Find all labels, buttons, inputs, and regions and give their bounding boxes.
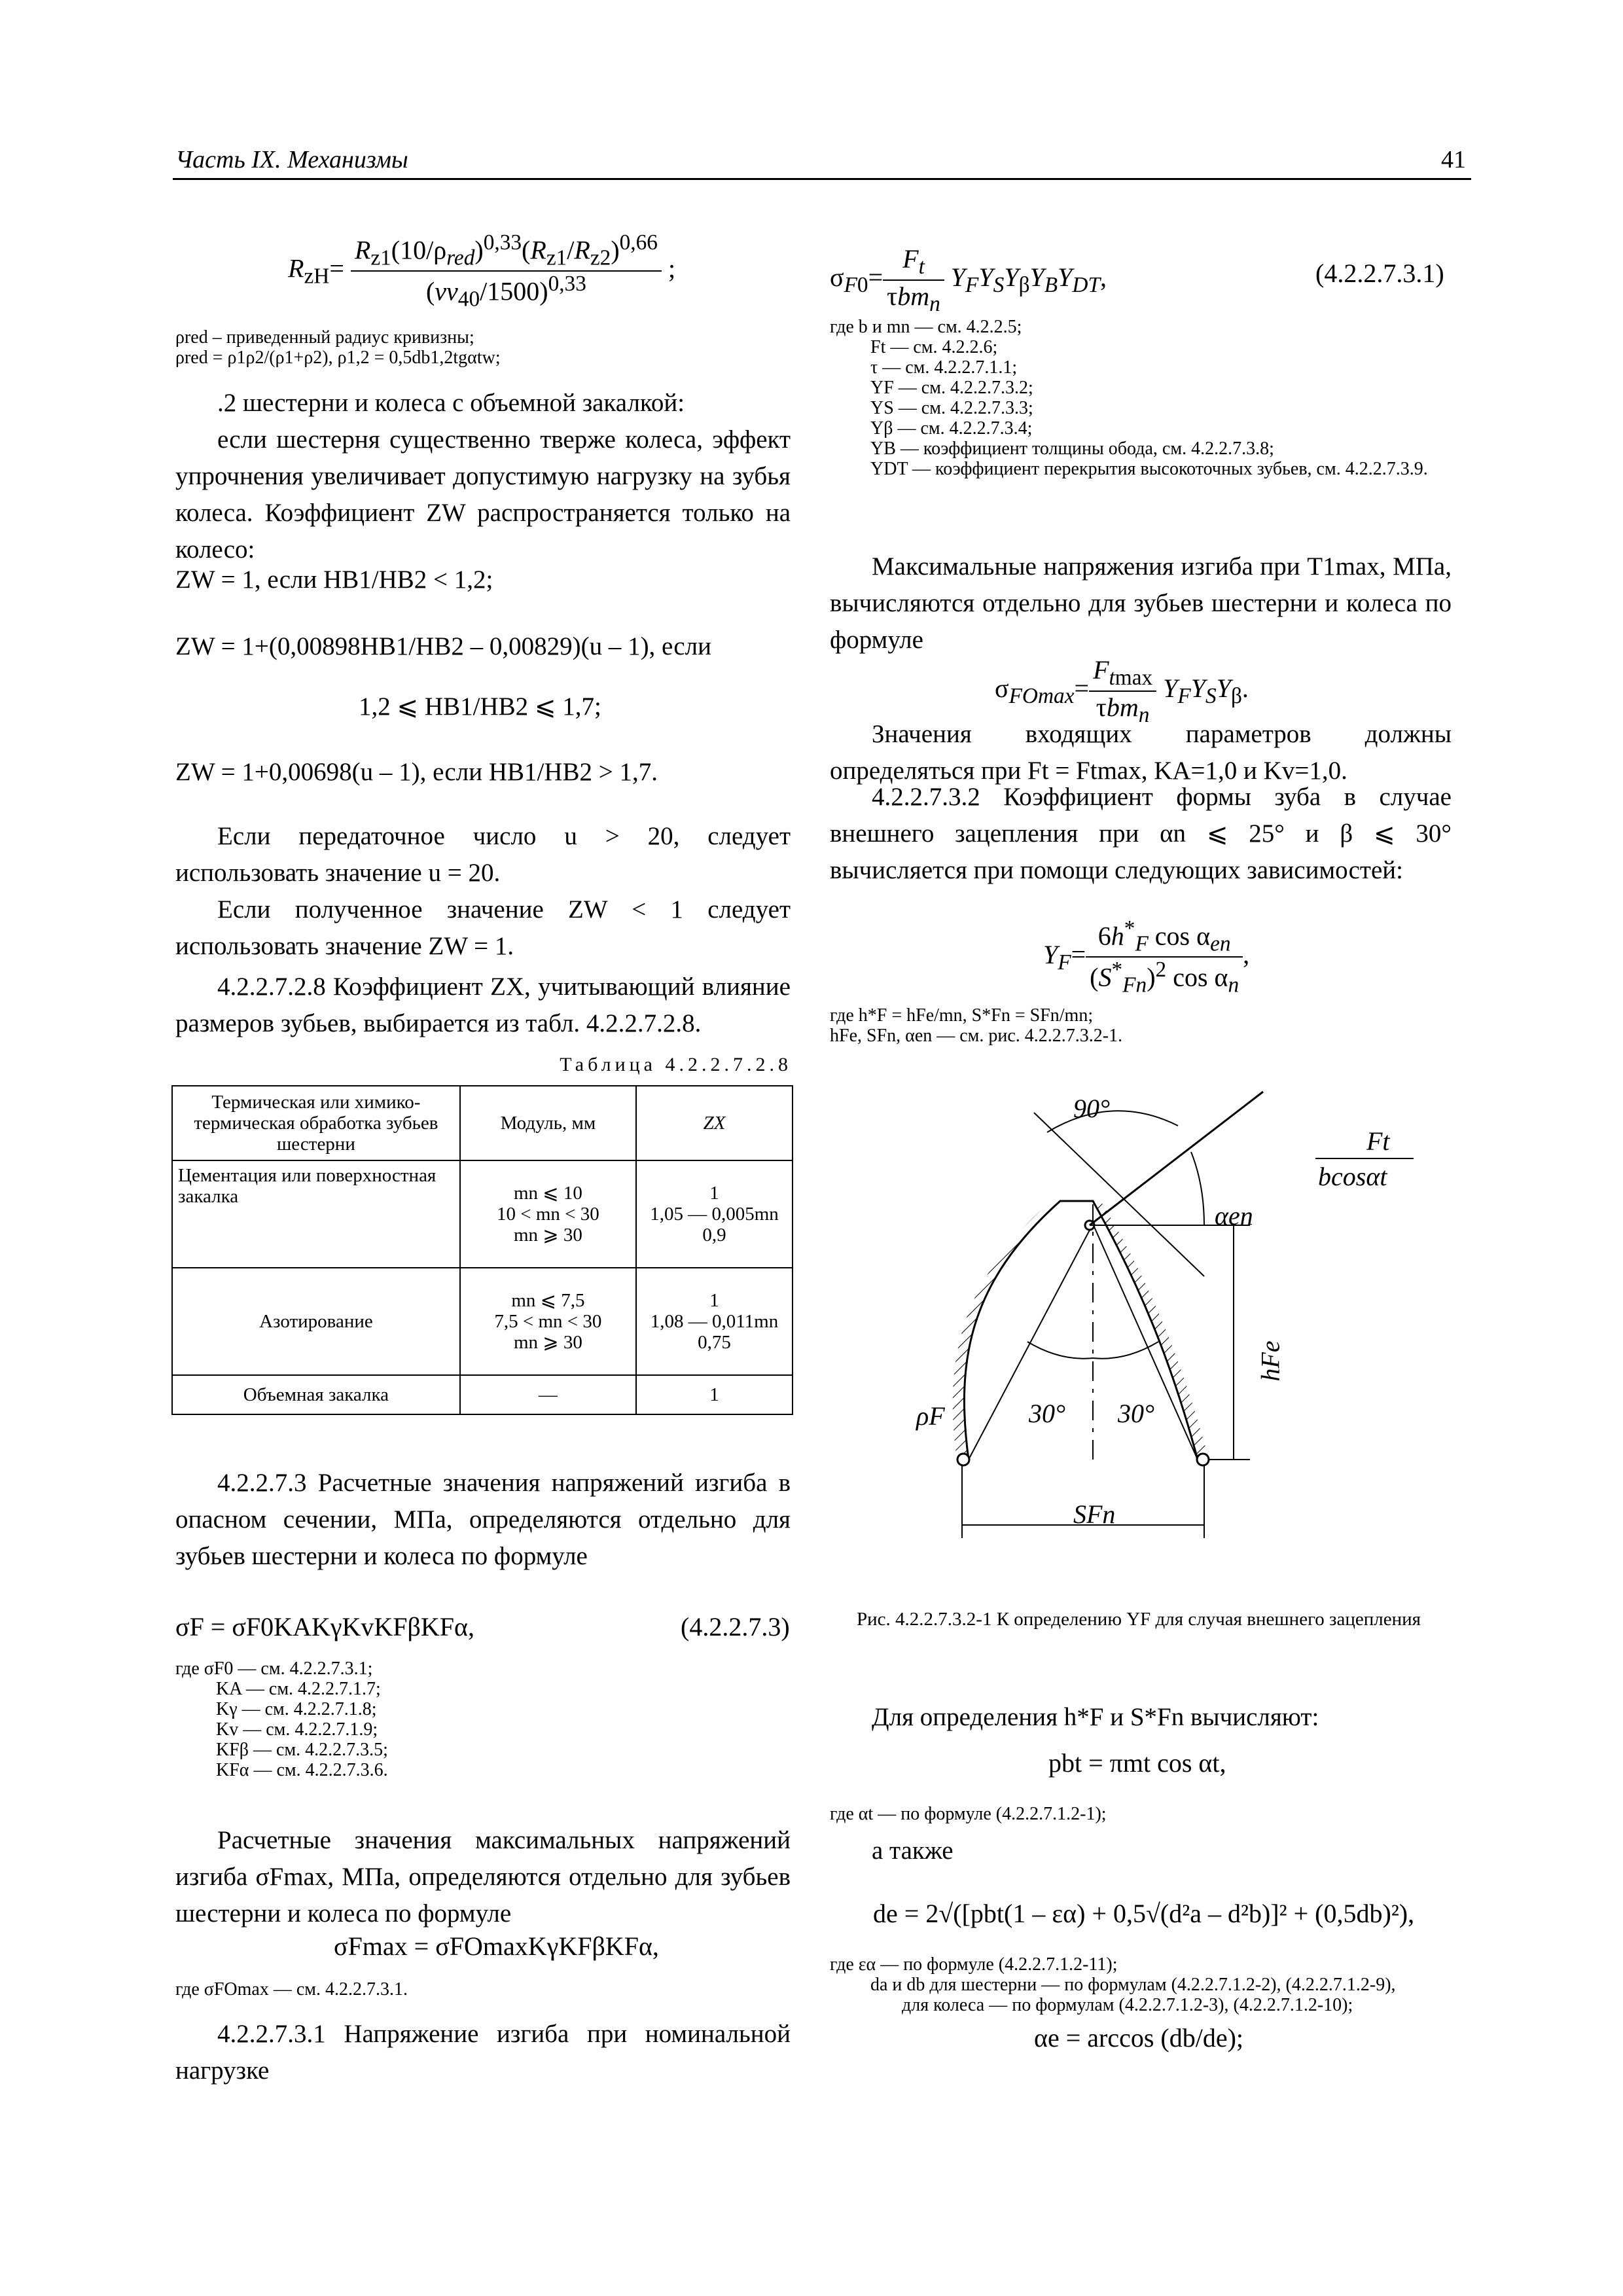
table-row [172,1375,793,1414]
definition-line: Kv — см. 4.2.2.7.1.9; [216,1719,378,1740]
sigma-f0-definitions [830,317,1452,479]
formula-sigma-f0-number: (4.2.2.7.3.1) [1315,259,1444,288]
definition-line: где h*F = hFe/mn, S*Fn = SFn/mn; [830,1005,1094,1026]
table-row [172,1160,793,1268]
sigma-fmax-definition: где σFOmax — см. 4.2.2.7.3.1. [175,1979,408,2000]
figure-label-aen: αen [1215,1201,1253,1230]
paragraph-u [175,818,791,965]
table-cell-module: 10 < mn < 30 [497,1204,599,1225]
table-cell-zx [636,1268,793,1375]
table-header-treatment: Термическая или химико-термическая обработка зубьев шестерни [172,1086,460,1160]
definition-line: где b и mn — см. 4.2.2.5; [830,317,1022,337]
definition-line: YDT — коэффициент перекрытия высокоточных зубьев, см. 4.2.2.7.3.9. [870,459,1428,479]
rho-definitions [175,327,791,368]
table-header-module: Модуль, мм [460,1086,636,1160]
paragraph-4-2-2-7-3: 4.2.2.7.3 Расчетные значения напряжений изгиба в опасном сечении, МПа, определяются отдельно для зубьев шестерни и колеса по формуле [175,1469,791,1570]
definition-line: KFα — см. 4.2.2.7.3.6. [216,1760,388,1780]
table-cell-modules [460,1268,636,1375]
table-cell-module: — [460,1375,636,1414]
definition-line: τ — см. 4.2.2.7.1.1; [870,357,1018,378]
table-cell-treatment: Цементация или поверхностная закалка [172,1160,460,1268]
table-header-row [172,1086,793,1160]
paragraph-u-1: Если передаточное число u > 20, следует использовать значение u = 20. [175,822,791,887]
sigma-f-definitions [175,1659,633,1780]
zw-formula-2b: 1,2 ⩽ HB1/HB2 ⩽ 1,7; [359,692,601,721]
formula-yf: $Y_F=$ $\frac{6h^*_F \cos \alpha_{en}}{(S^*_{Fn})^2 \cos \alpha_n}$ , [1043,916,1250,997]
zw-formula-2: ZW = 1+(0,00898HB1/HB2 – 0,00829)(u – 1), если [175,632,711,660]
table-cell-module: mn ⩽ 7,5 [511,1290,585,1311]
table-row [172,1268,793,1375]
paragraph-4-2-2-7-2-8: 4.2.2.7.2.8 Коэффициент ZX, учитывающий влияние размеров зубьев, выбирается из табл. 4.2.2.7.2.8. [175,973,791,1037]
item2-text: если шестерня существенно тверже колеса, эффект упрочнения увеличивает допустимую нагрузку на зубья колеса. Коэффициент ZW распространяется только на колесо: [175,425,791,564]
table-label: Таблица 4.2.2.7.2.8 [560,1054,792,1075]
paragraph-max-stress: Расчетные значения максимальных напряжений изгиба σFmax, МПа, определяются отдельно для зубьев шестерни и колеса по формуле [175,1826,791,1928]
definition-line: YF — см. 4.2.2.7.3.2; [870,378,1033,398]
figure-label-hfe: hFe [1255,1340,1285,1382]
paragraph-also: а также [872,1837,954,1865]
table-cell-zx-value: 0,75 [698,1332,731,1353]
figure-label-90: 90° [1073,1094,1110,1123]
formula-sigma-f: σF = σF0KAKγKvKFβKFα, [175,1612,474,1641]
table-cell-zx-value: 1,08 — 0,011mn [650,1311,779,1332]
paragraph-max-t1: Максимальные напряжения изгиба при T1max, МПа, вычисляются отдельно для зубьев шестерни и колеса по формуле [830,552,1452,654]
definition-line: KFβ — см. 4.2.2.7.3.5; [216,1740,388,1760]
definition-line: YS — см. 4.2.2.7.3.3; [870,398,1033,418]
figure-caption: Рис. 4.2.2.7.3.2-1 К определению YF для случая внешнего зацепления [857,1609,1421,1630]
page-header-title: Часть IX. Механизмы [175,146,408,173]
definition-line: где εα — по формуле (4.2.2.7.1.2-11); [830,1954,1118,1975]
tooth-diagram [864,1086,1453,1558]
item2-block [175,385,791,568]
definition-line: где σF0 — см. 4.2.2.7.3.1; [175,1659,373,1679]
pbt-definition: где αt — по формуле (4.2.2.7.1.2-1); [830,1804,1107,1824]
paragraph-u-2: Если полученное значение ZW < 1 следует использовать значение ZW = 1. [175,895,791,960]
definition-line: hFe, SFn, αen — см. рис. 4.2.2.7.3.2-1. [830,1026,1123,1046]
definition-line: Kγ — см. 4.2.2.7.1.8; [216,1699,377,1719]
table-cell-module: mn ⩾ 30 [513,1332,582,1353]
definition-line: KA — см. 4.2.2.7.1.7; [216,1679,381,1699]
table-cell-modules [460,1160,636,1268]
definition-line: для колеса — по формулам (4.2.2.7.1.2-3), (4.2.2.7.1.2-10); [902,1995,1353,2015]
table-header-zx: ZX [636,1086,793,1160]
table-cell-treatment: Объемная закалка [172,1375,460,1414]
definition-line: Ft — см. 4.2.2.6; [870,337,998,357]
zw-formula-1: ZW = 1, если HB1/HB2 < 1,2; [175,565,493,594]
formula-sigma-f-number: (4.2.2.7.3) [681,1612,790,1641]
figure-label-sfn: SFn [1073,1499,1116,1529]
table-cell-zx-value: 1,05 — 0,005mn [650,1204,779,1225]
definition-line: YB — коэффициент толщины обода, см. 4.2.2.7.3.8; [870,439,1274,459]
paragraph-4-2-2-7-3-2: 4.2.2.7.3.2 Коэффициент формы зуба в случае внешнего зацепления при αn ⩽ 25° и β ⩽ 30° вычисляется при помощи следующих зависимостей: [830,783,1452,884]
page-number: 41 [1441,146,1466,173]
zw-formula-3: ZW = 1+0,00698(u – 1), если HB1/HB2 > 1,7. [175,758,658,786]
zx-table [171,1085,793,1415]
rho-def-1: ρred – приведенный радиус кривизны; [175,327,474,348]
paragraph-4-2-2-7-3-1: 4.2.2.7.3.1 Напряжение изгиба при номинальной нагрузке [175,2020,791,2085]
figure-label-force-num: Ft [1366,1126,1390,1156]
table-cell-zx-value: 1 [636,1375,793,1414]
item2-title: .2 шестерни и колеса с объемной закалкой: [217,389,685,417]
table-cell-zx-value: 0,9 [702,1225,726,1246]
de-definitions [830,1954,1458,2015]
table-cell-treatment: Азотирование [172,1268,460,1375]
header-rule [173,178,1471,180]
formula-alpha-e: αe = arccos (db/de); [1034,2023,1244,2053]
rho-def-2: ρred = ρ1ρ2/(ρ1+ρ2), ρ1,2 = 0,5db1,2tgαtw; [175,348,501,368]
figure-label-30-left: 30° [1029,1399,1065,1428]
formula-rzh: $R_{zH}=$ $\frac{R_{z1}(10/\rho_{red})^{0,33}(R_{z1}/R_{z2})^{0,66}}{(\nu\nu_{40}/1500)^{0,33}}$ ; [288,230,676,312]
paragraph-values: Значения входящих параметров должны определяться при Ft = Ftmax, KA=1,0 и Kv=1,0. [830,720,1452,785]
table-cell-module: mn ⩾ 30 [513,1225,582,1246]
table-cell-module: 7,5 < mn < 30 [494,1311,602,1332]
definition-line: Yβ — см. 4.2.2.7.3.4; [870,418,1033,439]
formula-de: de = 2√([pbt(1 – εα) + 0,5√(d²a – d²b)]² + (0,5db)²), [873,1899,1415,1928]
formula-pbt: pbt = πmt cos αt, [1048,1748,1226,1778]
yf-definitions [830,1005,1452,1046]
table-cell-module: mn ⩽ 10 [513,1183,582,1204]
formula-sigma-f0: $\sigma_{F0}=$ $\frac{F_t}{\tau bm_n}$ $Y_FY_SY_\beta Y_BY_{DT}$, [830,244,1107,316]
paragraph-calc: Для определения h*F и S*Fn вычисляют: [872,1703,1319,1731]
table-cell-zx-value: 1 [709,1290,719,1311]
figure-label-30-right: 30° [1118,1399,1154,1428]
table-cell-zx [636,1160,793,1268]
figure-label-force-den: bcosαt [1318,1162,1387,1191]
definition-line: da и db для шестерни — по формулам (4.2.2.7.1.2-2), (4.2.2.7.1.2-9), [870,1975,1396,1995]
formula-sigma-fomax: $\sigma_{FOmax}=$ $\frac{F_{tmax}}{\tau bm_n}$ $Y_FY_SY_\beta$. [995,655,1249,727]
table-cell-zx-value: 1 [709,1183,719,1204]
formula-sigma-fmax: σFmax = σFOmaxKγKFβKFα, [334,1931,659,1961]
figure-label-rho: ρF [916,1401,945,1431]
